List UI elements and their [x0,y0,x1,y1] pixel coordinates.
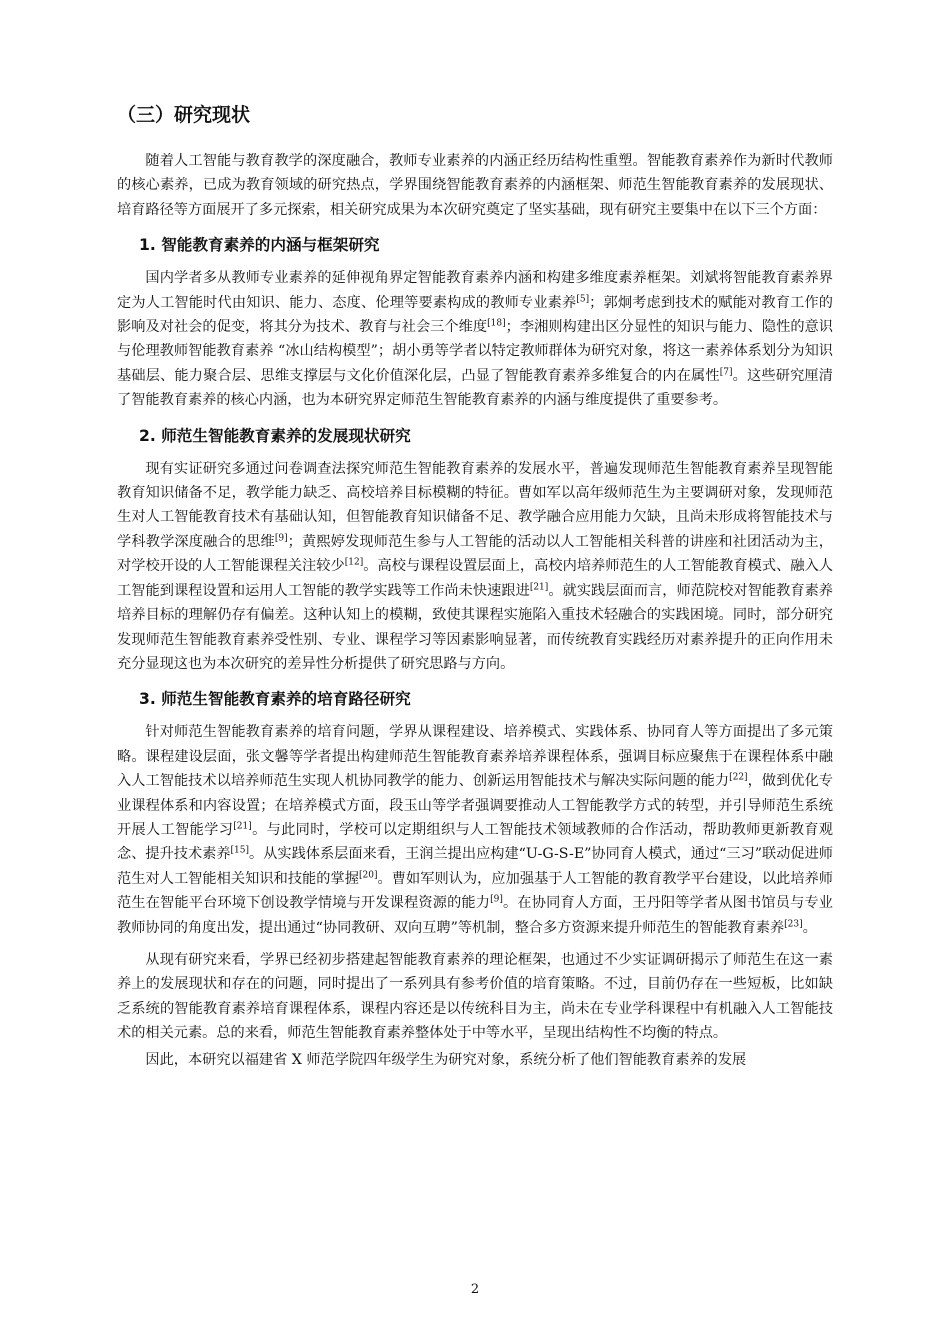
page-content [117,97,833,1072]
citation: [15] [230,845,250,856]
text-run: 针对师范生智能教育素养的培育问题，学界从课程建设、培养模式、实践体系、协同育人等方面提出了多元策略。课程建设层面，张文馨等学者提出构建师范生智能教育素养培养课程体系，强调目标应聚焦于在课程体系中融入人工智能技术以培养师范生实现人机协同教学的能力、创新运用智能技术与解决实际问题的能力 [117,724,833,790]
summary-paragraph: 从现有研究来看，学界已经初步搭建起智能教育素养的理论框架，也通过不少实证调研揭示了师范生在这一素养上的发展现状和存在的问题，同时提出了一系列具有参考价值的培育策略。不过，目前仍存在一些短板，比如缺乏系统的智能教育素养培育课程体系，课程内容还是以传统科目为主，尚未在专业学科课程中有机融入人工智能技术的相关元素。总的来看，师范生智能教育素养整体处于中等水平，呈现出结构性不均衡的特点。 [117,951,833,1042]
text-run: ；黄熙婷发现师范生参与人工智能的活动以人工智能相关科普的讲座和社团活动为主，对学校开设的人工智能课程关注较少 [117,533,833,575]
text-run: 。这些研究厘清了智能教育素养的核心内涵，也为本研究界定师范生智能教育素养的内涵与维度提供了重要参考。 [117,367,833,409]
text-run: 。高校与课程设置层面上，高校内培养师范生的人工智能教育模式、融入人工智能到课程设置和运用人工智能的教学实践等工作尚未快速跟进 [117,558,833,599]
section-title: （三）研究现状 [117,104,251,126]
text-run: 国内学者多从教师专业素养的延伸视角界定智能教育素养内涵和构建多维度素养框架。刘斌将智能教育素养界定为人工智能时代由知识、能力、态度、伦理等要素构成的教师专业素养 [117,270,833,311]
citation: [9] [490,894,503,905]
subsection-3-heading: 3. 师范生智能教育素养的培育路径研究 [139,690,411,709]
citation: [5] [576,293,590,304]
citation: [7] [719,367,733,378]
text-run: 现有实证研究多通过问卷调查法探究师范生智能教育素养的发展水平，普遍发现师范生智能教育素养呈现智能教育知识储备不足，教学能力缺乏、高校培养目标模糊的特征。曹如军以高年级师范生为主要调研对象，发现师范生对人工智能教育技术有基础认知，但智能教育知识储备不足、教学融合应用能力欠缺，且尚未形成将智能技术与学科教学深度融合的思维 [117,460,833,550]
conclusion-paragraph: 因此，本研究以福建省 X 师范学院四年级学生为研究对象，系统分析了他们智能教育素养的发展 [145,1051,747,1068]
text-run: 。曹如军则认为，应加强基于人工智能的教育教学平台建设，以此培养师范生在智能平台环境下创设教学情境与开发课程资源的能力 [117,870,833,912]
intro-paragraph: 随着人工智能与教育教学的深度融合，教师专业素养的内涵正经历结构性重塑。智能教育素养作为新时代教师的核心素养，已成为教育领域的研究热点，学界围绕智能教育素养的内涵框架、师范生智能教育素养的发展现状、培育路径等方面展开了多元探索，相关研究成果为本次研究奠定了坚实基础，现有研究主要集中在以下三个方面： [117,153,833,218]
text-run: ；李湘则构建出区分显性的知识与能力、隐性的意识与伦理教师智能教育素养 “冰山结构模型”；胡小勇等学者以特定教师群体为研究对象，将这一素养体系划分为知识基础层、能力聚合层、思维支撑层与文化价值深化层，凸显了智能教育素养多维复合的内在属性 [117,319,833,384]
citation: [9] [274,533,288,544]
text-run: 。与此同时，学校可以定期组织与人工智能技术领域教师的合作活动，帮助教师更新教育观念、提升技术素养 [117,821,833,863]
text-run: 。从实践体系层面来看，王润兰提出应构建“U-G-S-E”协同育人模式，通过“三习”联动促进师范生对人工智能相关知识和技能的掌握 [117,846,833,887]
citation: [22] [729,772,748,783]
citation: [21] [233,821,252,832]
citation: [18] [487,318,506,329]
citation: [23] [784,918,803,929]
subsection-2-heading: 2. 师范生智能教育素养的发展现状研究 [139,426,411,445]
text-run: ；郭炯考虑到技术的赋能对教育工作的影响及对社会的促变，将其分为技术、教育与社会三个维度 [117,294,833,336]
citation: [21] [529,581,549,592]
text-run: ，做到优化专业课程体系和内容设置；在培养模式方面，段玉山等学者强调要推动人工智能教学方式的转型，并引导师范生系统开展人工智能学习 [117,773,833,838]
subsection-1-paragraph [117,266,833,412]
subsection-2-paragraph [117,457,833,677]
citation: [20] [359,870,378,881]
text-run: 。就实践层面而言，师范院校对智能教育素养培养目标的理解仍存有偏差。这种认知上的模糊，致使其课程实施陷入重技术轻融合的实践困境。同时，部分研究发现师范生智能教育素养受性别、专业、课程学习等因素影响显著，而传统教育实践经历对素养提升的正向作用未充分显现这也为本次研究的差异性分析提供了研究思路与方向。 [117,582,833,672]
subsection-3-paragraph [117,720,833,940]
citation: [12] [344,557,364,568]
text-run: 。 [802,919,817,936]
subsection-1-heading: 1. 智能教育素养的内涵与框架研究 [139,236,380,255]
text-run: 。在协同育人方面，王丹阳等学者从图书馆员与专业教师协同的角度出发，提出通过“协同教研、双向互聘”等机制，整合多方资源来提升师范生的智能教育素养 [117,895,833,936]
page-number: 2 [470,1282,480,1297]
